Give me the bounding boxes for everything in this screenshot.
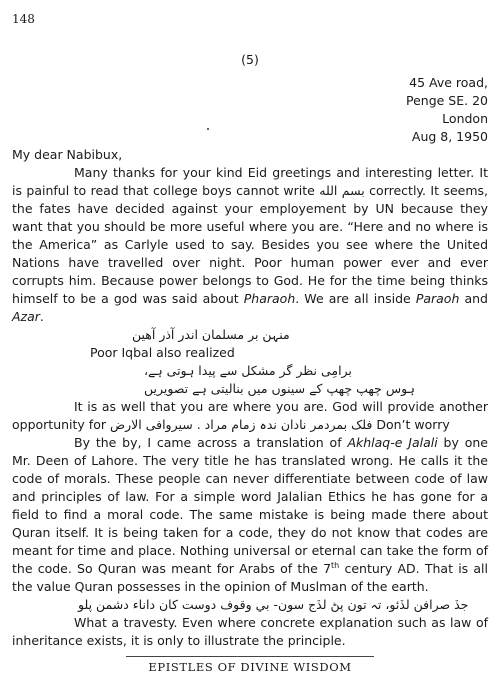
paragraph: What a travesty. Even where concrete explanation such as law of inheritance exists, it is only to illustrate the principle. [12,615,488,648]
text-run: Don’t worry [372,417,450,432]
italic-name: Azar [12,309,40,324]
arabic-text: بسم الله [319,183,365,198]
sindhi-line: جڏ صرافن لڏئو، تہ تون پڻ لڏج سون- بي وقوف دوست کان داناء دشمن پلو [78,597,469,612]
letter-body [12,146,488,650]
address-block [406,74,488,146]
couplet-line: ہوس چھپ چھپ کے سینوں میں بنالیتی ہے تصویریں [144,381,415,396]
couplet-line: برامِی نظر گر مشکل سے پیدا ہوتی ہے، [144,363,352,378]
text-run: . We are all inside [295,291,416,306]
superscript: th [331,560,340,570]
urdu-text: . سیروافی الارض [109,417,205,432]
urdu-text: فلک بمردمر نادان ندہ زمام مراد [204,417,373,432]
paragraph [12,434,488,596]
footer-title: EPISTLES OF DIVINE WISDOM [148,660,352,674]
salutation: My dear Nabibux, [12,147,123,162]
italic-name: Pharaoh [243,291,296,306]
paragraph [12,398,488,434]
italic-title: Akhlaq-e Jalali [347,435,438,450]
urdu-line: منہن بر مسلمان اندر آذر آھین [132,327,290,342]
address-line: 45 Ave road, [409,75,488,90]
page-number: 148 [12,12,35,26]
text-run: Many thanks for your kind Eid greetings and interesting letter. It is painful to read that college boys cannot write [12,165,488,198]
letter-number: (5) [241,52,259,67]
ink-dot [207,128,209,130]
iqbal-lead: Poor Iqbal also realized [90,345,235,360]
paragraph [12,164,488,326]
address-line: London [442,111,488,126]
italic-name: Paraoh [415,291,460,306]
text-run: It is as well that you are where you are. God will provide another opportunity for [12,399,488,432]
text-run: by one Mr. Deen of Lahore. The very title he has translated wrong. He calls it the code of morals. These people can never differentiate between code of law and principles of law. For a simple word Jalalian Ethics he has gone for a field to find a moral code. The same mistake is being made there about Quran itself. It is being taken for a code, they do not know that codes are meant for time and place. Nothing universal or eternal can take the form of the code. So Quran was meant for Arabs of the 7 [12,435,488,576]
text-run: By the by, I came across a translation of [74,435,348,450]
letter-date: Aug 8, 1950 [411,129,488,144]
text-run: century AD. That is all the value Quran possesses in the opinion of Muslman of the earth. [12,561,488,594]
text-run: and [459,291,488,306]
text-run: correctly. It seems, the fates have decided against your employement by UN because they want that you should be more useful where you are. “Here and no where is the America” as Carlyle used to say. Besides you see where the United Nations have travelled over night. Poor human power ever and ever corrupts him. Because power belongs to God. He for the time being thinks himself to be a god was said about [12,183,488,306]
text-run: . [39,309,44,324]
footer-rule [126,656,374,657]
address-line: Penge SE. 20 [406,93,488,108]
